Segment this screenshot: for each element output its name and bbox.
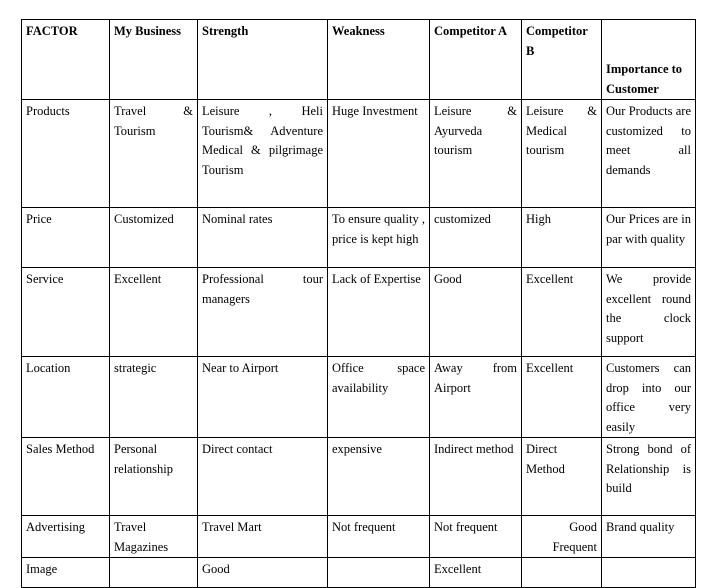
cell-factor: Products <box>22 100 110 208</box>
cell-weakness <box>328 558 430 588</box>
header-competitor-b: Competitor B <box>522 20 602 100</box>
table-row <box>22 438 696 516</box>
cell-strength: Travel Mart <box>198 516 328 558</box>
cell-competitor-b: High <box>522 208 602 268</box>
table-row <box>22 268 696 357</box>
cell-factor: Location <box>22 357 110 438</box>
document-page <box>21 19 696 588</box>
cell-competitor-a: Good <box>430 268 522 357</box>
cell-my-business: Customized <box>110 208 198 268</box>
header-importance: Importance to Customer <box>602 20 696 100</box>
cell-factor: Image <box>22 558 110 588</box>
cell-importance: Customers can drop into our office very easily <box>602 357 696 438</box>
table-row <box>22 516 696 558</box>
cell-competitor-b: Good Frequent <box>522 516 602 558</box>
cell-factor: Advertising <box>22 516 110 558</box>
cell-competitor-a: Not frequent <box>430 516 522 558</box>
cell-importance: We provide excellent round the clock support <box>602 268 696 357</box>
cell-my-business: Excellent <box>110 268 198 357</box>
cell-weakness: To ensure quality , price is kept high <box>328 208 430 268</box>
cell-competitor-a: Excellent <box>430 558 522 588</box>
header-competitor-a: Competitor A <box>430 20 522 100</box>
cell-weakness: Lack of Expertise <box>328 268 430 357</box>
cell-strength: Leisure , Heli Tourism& Adventure Medical & pilgrimage Tourism <box>198 100 328 208</box>
table-row <box>22 208 696 268</box>
cell-weakness: expensive <box>328 438 430 516</box>
cell-competitor-a: Indirect method <box>430 438 522 516</box>
cell-my-business: Travel & Tourism <box>110 100 198 208</box>
cell-weakness: Not frequent <box>328 516 430 558</box>
header-strength: Strength <box>198 20 328 100</box>
cell-competitor-a: Away from Airport <box>430 357 522 438</box>
header-weakness: Weakness <box>328 20 430 100</box>
cell-factor: Sales Method <box>22 438 110 516</box>
cell-importance <box>602 558 696 588</box>
header-my-business: My Business <box>110 20 198 100</box>
cell-competitor-b: Excellent <box>522 357 602 438</box>
header-factor: FACTOR <box>22 20 110 100</box>
cell-strength: Good <box>198 558 328 588</box>
cell-strength: Direct contact <box>198 438 328 516</box>
header-row <box>22 20 696 100</box>
cell-my-business: Travel Magazines <box>110 516 198 558</box>
cell-weakness: Huge Investment <box>328 100 430 208</box>
cell-importance: Our Prices are in par with quality <box>602 208 696 268</box>
competitive-analysis-table <box>21 19 696 588</box>
table-row <box>22 558 696 588</box>
cell-importance: Brand quality <box>602 516 696 558</box>
cell-my-business <box>110 558 198 588</box>
cell-importance: Our Products are customized to meet all demands <box>602 100 696 208</box>
cell-my-business: Personal relationship <box>110 438 198 516</box>
cell-competitor-b: Excellent <box>522 268 602 357</box>
cell-competitor-b <box>522 558 602 588</box>
cell-factor: Service <box>22 268 110 357</box>
table-row <box>22 357 696 438</box>
cell-importance: Strong bond of Relationship is build <box>602 438 696 516</box>
cell-strength: Near to Airport <box>198 357 328 438</box>
table-row <box>22 100 696 208</box>
cell-my-business: strategic <box>110 357 198 438</box>
cell-competitor-a: Leisure & Ayurveda tourism <box>430 100 522 208</box>
cell-factor: Price <box>22 208 110 268</box>
cell-strength: Nominal rates <box>198 208 328 268</box>
cell-competitor-a: customized <box>430 208 522 268</box>
cell-competitor-b: Leisure & Medical tourism <box>522 100 602 208</box>
cell-strength: Professional tour managers <box>198 268 328 357</box>
cell-competitor-b: Direct Method <box>522 438 602 516</box>
cell-weakness: Office space availability <box>328 357 430 438</box>
